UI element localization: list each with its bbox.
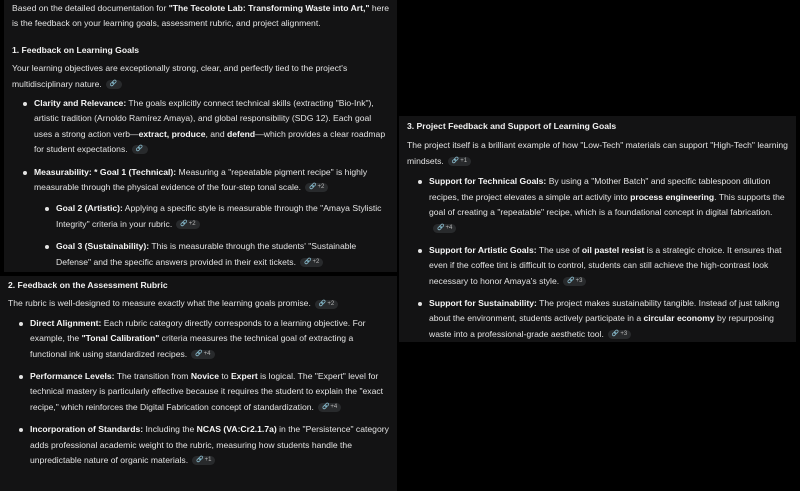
goal-sublist (34, 201, 391, 270)
intro-paragraph (12, 0, 391, 32)
link-icon: 🔗 (321, 404, 330, 411)
item-text: —which provides a clear roadmap for student expectations. (34, 128, 386, 155)
item-text: Each rubric category directly corresponds to a learning objective. For example, the (30, 317, 366, 344)
citation-chip[interactable] (315, 300, 338, 309)
citation-chip[interactable] (433, 224, 456, 233)
chip-count: +3 (575, 277, 583, 284)
project-feedback-panel (399, 116, 796, 342)
section-heading-rubric: 2. Feedback on the Assessment Rubric (8, 280, 168, 290)
emphasis: oil pastel resist (581, 244, 645, 255)
list-item-artistic (429, 243, 790, 289)
citation-chip[interactable] (191, 350, 214, 359)
link-icon: 🔗 (180, 221, 188, 228)
link-icon: 🔗 (196, 457, 204, 464)
bullet-icon (19, 322, 23, 326)
emphasis: Novice (190, 371, 219, 382)
chip-count: +2 (327, 300, 335, 307)
list-item-alignment (30, 316, 391, 362)
list-item-sustainability (429, 296, 790, 342)
list-item-performance (30, 369, 391, 415)
item-text: in the "Persistence" category adds professional academic weight to the rubric, measuring how students handle the unpredictable nature of organic materials. (30, 424, 389, 466)
emphasis: Expert (230, 371, 258, 382)
bullet-icon (23, 102, 27, 106)
emphasis: circular economy (643, 313, 715, 324)
assessment-rubric-panel (0, 276, 397, 491)
list-item-standards (30, 422, 391, 468)
chip-count: +4 (203, 350, 211, 357)
link-icon: 🔗 (437, 224, 445, 231)
learning-goals-panel (4, 0, 397, 272)
item-text: The use of (536, 244, 582, 255)
bullet-icon (23, 171, 27, 175)
item-text: is logical. The "Expert" level for technical mastery is particularly effective because it requires the student to explain the "exact recipe," which reinforces the Digital Fabrication concept of standardization. (30, 371, 384, 412)
item-text: The goals explicitly connect technical skills (extracting "Bio-Ink"), artistic tradition (Arnoldo Ramírez Amaya), and global responsibility (SDG 12). Each goal uses a strong action verb— (34, 98, 374, 139)
link-icon: 🔗 (309, 184, 317, 191)
rubric-list (8, 316, 391, 469)
list-item-goal-2 (56, 201, 391, 232)
item-label: Goal 3 (Sustainability): (56, 241, 150, 252)
list-item-measurability (34, 165, 391, 270)
learning-goals-list (12, 96, 391, 270)
citation-chip[interactable] (608, 330, 631, 339)
link-icon: 🔗 (303, 258, 312, 265)
citation-chip[interactable] (106, 80, 122, 89)
emphasis: process engineering (630, 191, 715, 202)
project-title: "The Tecolote Lab: Transforming Waste into Art," (168, 3, 370, 13)
item-label: Support for Artistic Goals: (429, 244, 537, 255)
item-label: Clarity and Relevance: (34, 98, 127, 109)
bullet-icon (19, 375, 23, 379)
item-text: is a strategic choice. It ensures that even if the coffee tint is difficult to control, students can still achieve the high-contrast look necessary to honor Amaya's style. (429, 244, 782, 286)
chip-count: +1 (460, 158, 468, 165)
citation-chip[interactable] (300, 258, 323, 267)
chip-count: +2 (317, 184, 325, 191)
intro-text-end: here is the feedback on your learning goals, assessment rubric, and project alignment. (12, 3, 390, 29)
link-icon: 🔗 (451, 158, 460, 165)
chip-count: +2 (188, 221, 196, 228)
emphasis: NCAS (VA:Cr2.1.7a) (196, 424, 277, 435)
link-icon: 🔗 (567, 277, 575, 284)
project-list (407, 174, 790, 342)
link-icon: 🔗 (109, 80, 118, 87)
connector: , and (205, 128, 228, 139)
chip-count: +3 (620, 331, 628, 338)
item-text: Including the (143, 424, 197, 435)
list-item-goal-3 (56, 239, 391, 270)
link-icon: 🔗 (135, 146, 144, 153)
rubric-lead (8, 296, 391, 311)
item-text: The transition from (114, 371, 191, 382)
item-text: This is measurable through the students' "Sustainable Defense" and the specific answers provided in their exit tickets. (56, 241, 357, 267)
lead-text: The rubric is well-designed to measure exactly what the learning goals promise. (8, 298, 311, 309)
citation-chip[interactable] (318, 403, 341, 412)
item-text: By using a "Mother Batch" and specific tablespoon dilution recipes, the project elevates a simple art activity into (429, 176, 771, 202)
item-text: by repurposing waste into a professional-grade aesthetic tool. (429, 313, 774, 339)
section-heading-project: 3. Project Feedback and Support of Learning Goals (407, 121, 617, 131)
citation-chip[interactable] (132, 145, 148, 154)
item-label: Performance Levels: (30, 371, 115, 382)
list-item-technical (429, 174, 790, 236)
item-text: Applying a specific style is measurable through the "Amaya Stylistic Integrity" criteria in your rubric. (56, 203, 382, 229)
item-label: Goal 2 (Artistic): (56, 203, 123, 214)
bullet-icon (418, 180, 422, 184)
emphasis: extract, produce (138, 128, 206, 139)
section-heading-learning-goals: 1. Feedback on Learning Goals (12, 44, 140, 55)
item-text: . This supports the goal of creating a "repeatable" recipe, which is a foundational concept in digital fabrication. (429, 191, 785, 218)
citation-chip[interactable] (448, 157, 471, 166)
item-label: Incorporation of Standards: (30, 424, 144, 435)
item-text: criteria measures the technical goal of extracting a functional ink using standardized recipes. (30, 333, 354, 359)
lead-text: Your learning objectives are exceptionally strong, clear, and perfectly tied to the project's multidisciplinary nature. (12, 63, 348, 89)
emphasis: "Tonal Calibration" (81, 333, 160, 344)
link-icon: 🔗 (195, 350, 203, 357)
item-label: Support for Sustainability: (429, 298, 537, 309)
item-text: The project makes sustainability tangible. Instead of just talking about the environment, students actively participate in a (429, 298, 780, 324)
lead-text: The project itself is a brilliant example of how "Low-Tech" materials can support "High-Tech" learning mindsets. (407, 140, 788, 166)
emphasis: defend (227, 128, 256, 139)
citation-chip[interactable] (305, 183, 328, 192)
item-label: Measurability: * Goal 1 (Technical): (34, 166, 177, 177)
chip-count: +2 (312, 258, 320, 265)
item-label: Direct Alignment: (30, 317, 102, 328)
citation-chip[interactable] (176, 220, 199, 229)
chip-count: +1 (204, 457, 212, 464)
citation-chip[interactable] (192, 456, 215, 465)
citation-chip[interactable] (563, 277, 586, 286)
bullet-icon (19, 428, 23, 432)
project-lead (407, 138, 790, 169)
bullet-icon (45, 207, 49, 211)
bullet-icon (418, 302, 422, 306)
connector: to (219, 371, 231, 382)
item-label: Support for Technical Goals: (429, 176, 547, 187)
link-icon: 🔗 (611, 331, 620, 338)
item-text: Measuring a "repeatable pigment recipe" is highly measurable through the physical evidence of the four-step tonal scale. (34, 166, 368, 193)
chip-count: +4 (445, 224, 453, 231)
bullet-icon (45, 245, 49, 249)
learning-goals-lead (12, 61, 391, 92)
list-item-clarity (34, 96, 391, 158)
intro-text: Based on the detailed documentation for (12, 3, 169, 13)
bullet-icon (418, 249, 422, 253)
link-icon: 🔗 (318, 300, 327, 307)
chip-count: +4 (330, 404, 338, 411)
